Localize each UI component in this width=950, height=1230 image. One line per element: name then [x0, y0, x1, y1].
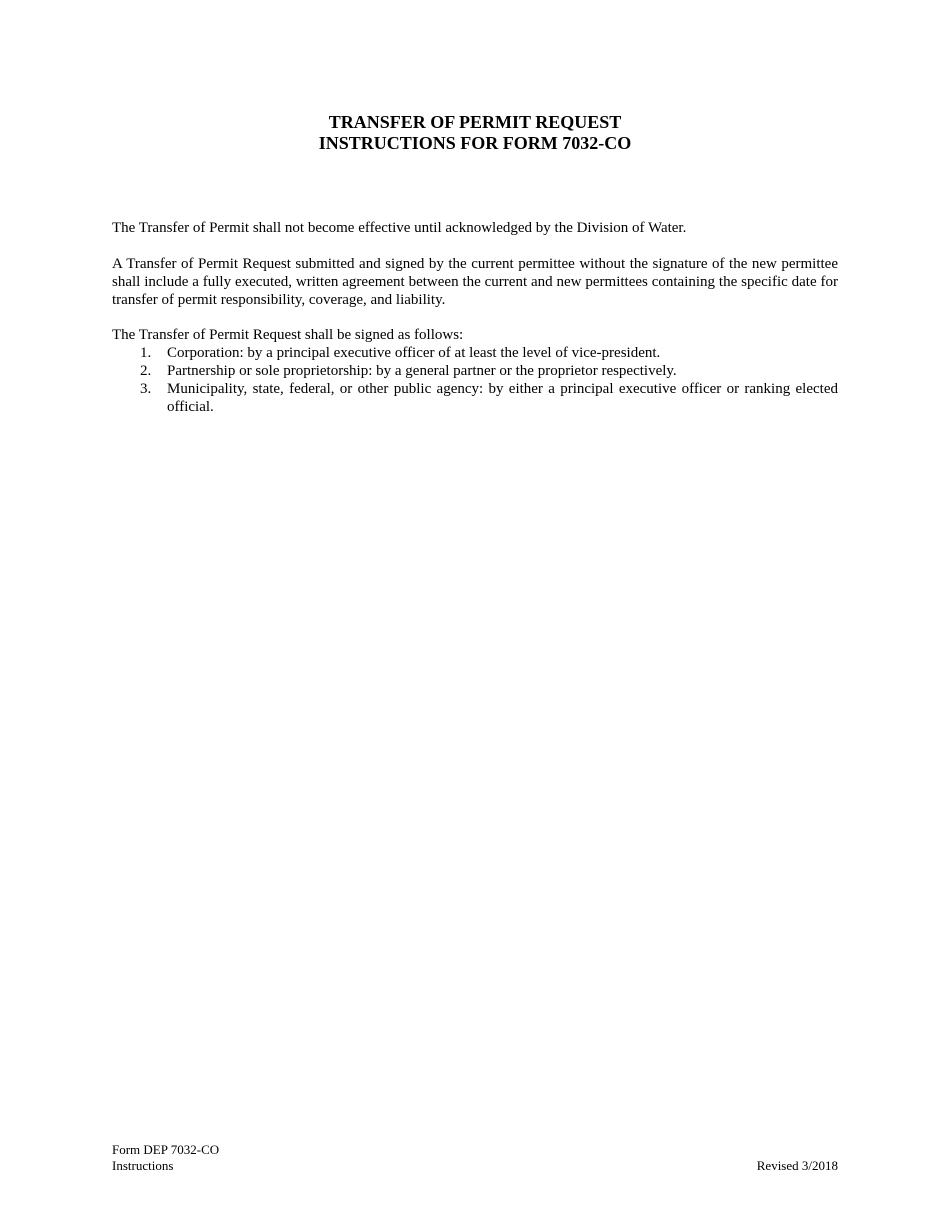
footer-form-type: Instructions	[112, 1158, 174, 1173]
list-item	[112, 344, 838, 362]
list-item-number: 2.	[140, 363, 152, 379]
footer-revision: Revised 3/2018	[756, 1158, 838, 1173]
agreement-paragraph: A Transfer of Permit Request submitted and signed by the current permittee without the signature of the new permittee shall include a fully executed, written agreement between the current and new permittees containing the specific date for transfer of permit responsibility, coverage, and liability.	[112, 256, 838, 308]
footer-form-id: Form DEP 7032-CO	[112, 1142, 220, 1157]
list-item-number: 1.	[140, 345, 152, 361]
document-title: TRANSFER OF PERMIT REQUEST	[328, 112, 622, 132]
footer-form-info	[112, 1142, 219, 1174]
signature-requirements-list	[112, 344, 838, 416]
list-item-number: 3.	[140, 381, 152, 397]
list-item-text: Municipality, state, federal, or other public agency: by either a principal executive officer or ranking elected official.	[167, 381, 838, 415]
list-item-text: Partnership or sole proprietorship: by a general partner or the proprietor respectively.	[167, 363, 677, 379]
effective-paragraph: The Transfer of Permit shall not become effective until acknowledged by the Division of Water.	[112, 220, 687, 236]
list-item	[112, 380, 838, 416]
document-subtitle: INSTRUCTIONS FOR FORM 7032-CO	[318, 133, 632, 153]
list-item-text: Corporation: by a principal executive officer of at least the level of vice-president.	[167, 345, 661, 361]
list-item	[112, 362, 838, 380]
signature-intro-paragraph: The Transfer of Permit Request shall be signed as follows:	[112, 327, 464, 343]
